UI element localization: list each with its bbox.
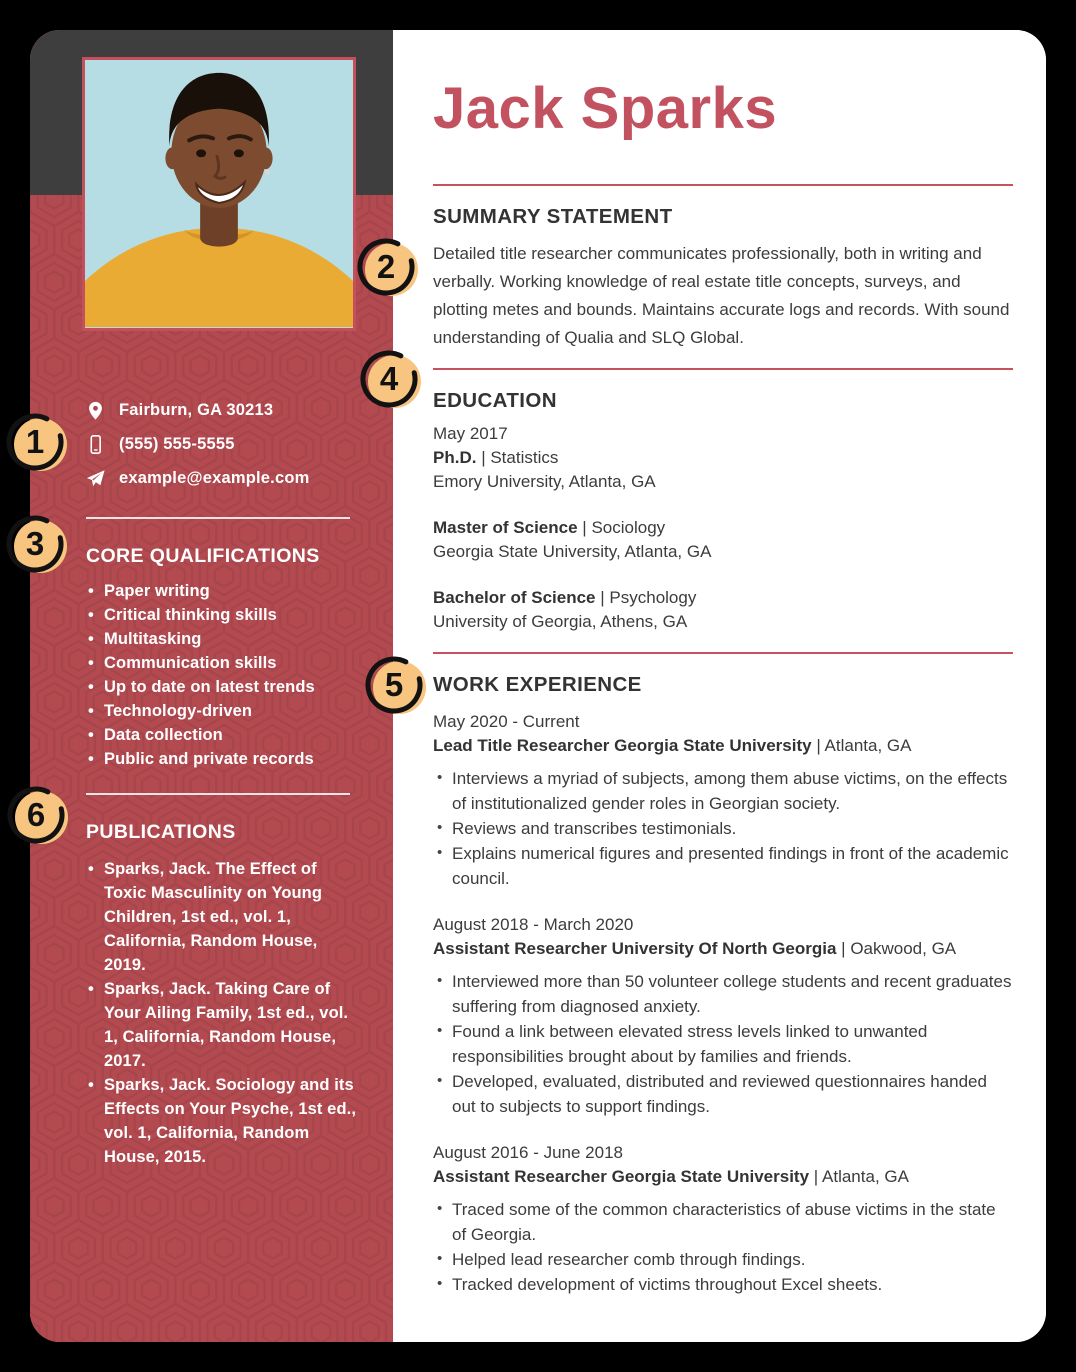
job-role: Lead Title Researcher Georgia State University	[433, 736, 812, 755]
degree: Ph.D.	[433, 448, 477, 467]
separator: |	[582, 518, 587, 537]
callout-marker-2	[356, 236, 420, 300]
education-school: Emory University, Atlanta, GA	[433, 472, 656, 491]
callout-marker-4	[359, 348, 423, 412]
list-item: • Public and private records	[86, 747, 368, 771]
publications-list	[86, 857, 362, 1169]
contact-list	[86, 393, 393, 495]
resume-card	[30, 30, 1046, 1342]
sidebar	[30, 30, 393, 1342]
contact-location-text: Fairburn, GA 30213	[119, 400, 274, 419]
list-item: • Up to date on latest trends	[86, 675, 368, 699]
job-location: Atlanta, GA	[824, 736, 912, 755]
job-bullet: • Helped lead researcher comb through findings.	[433, 1247, 1013, 1272]
location-icon	[86, 401, 105, 420]
degree: Master of Science	[433, 518, 578, 537]
job-location: Oakwood, GA	[850, 939, 957, 958]
phone-icon	[86, 435, 105, 454]
job-bullet: • Explains numerical figures and presented findings in front of the academic council.	[433, 841, 1013, 891]
list-item: • Technology-driven	[86, 699, 368, 723]
job-role-line	[433, 734, 1013, 758]
education-school: Georgia State University, Atlanta, GA	[433, 542, 712, 561]
contact-email	[86, 461, 393, 495]
job-dates: August 2016 - June 2018	[433, 1143, 623, 1162]
profile-photo	[82, 57, 356, 331]
list-item: • Data collection	[86, 723, 368, 747]
callout-number: 2	[376, 248, 396, 285]
callout-number: 4	[379, 360, 399, 397]
job-bullets	[433, 1197, 1013, 1297]
callout-number: 1	[25, 423, 45, 460]
contact-email-text: example@example.com	[119, 468, 310, 487]
job-bullet: • Interviews a myriad of subjects, among them abuse victims, on the effects of institutionalized gender roles in Georgian society.	[433, 766, 1013, 816]
job-bullet: • Reviews and transcribes testimonials.	[433, 816, 1013, 841]
job-entry	[433, 1141, 1013, 1297]
section-divider	[433, 184, 1013, 186]
sidebar-divider	[86, 793, 350, 795]
portrait-illustration	[85, 60, 353, 328]
job-role-line	[433, 937, 1013, 961]
education-degree-line	[433, 516, 1013, 540]
job-location: Atlanta, GA	[822, 1167, 909, 1186]
field: Statistics	[490, 448, 559, 467]
job-role-line	[433, 1165, 1013, 1189]
job-role: Assistant Researcher University Of North Georgia	[433, 939, 837, 958]
education-degree-line	[433, 446, 1013, 470]
list-item: • Communication skills	[86, 651, 368, 675]
callout-number: 6	[26, 796, 46, 833]
job-dates: May 2020 - Current	[433, 712, 580, 731]
list-item: • Paper writing	[86, 579, 368, 603]
callout-marker-5	[364, 654, 428, 718]
list-item: • Critical thinking skills	[86, 603, 368, 627]
education-entry	[433, 516, 1013, 564]
separator: |	[600, 588, 605, 607]
page-title: Jack Sparks	[433, 76, 778, 141]
job-bullets	[433, 766, 1013, 891]
separator: |	[816, 736, 821, 755]
contact-phone	[86, 427, 393, 461]
publication-item: • Sparks, Jack. The Effect of Toxic Masculinity on Young Children, 1st ed., vol. 1, California, Random House, 2019.	[86, 857, 362, 977]
job-bullet: • Tracked development of victims throughout Excel sheets.	[433, 1272, 1013, 1297]
job-bullet: • Found a link between elevated stress levels linked to unwanted responsibilities brought about by families and friends.	[433, 1019, 1013, 1069]
education-school: University of Georgia, Athens, GA	[433, 612, 688, 631]
callout-marker-6	[6, 784, 70, 848]
job-bullet: • Traced some of the common characteristics of abuse victims in the state of Georgia.	[433, 1197, 1013, 1247]
sidebar-divider	[86, 517, 350, 519]
job-bullets	[433, 969, 1013, 1119]
publication-item: • Sparks, Jack. Sociology and its Effects on Your Psyche, 1st ed., vol. 1, California, Random House, 2015.	[86, 1073, 362, 1169]
section-divider	[433, 368, 1013, 370]
job-role: Assistant Researcher Georgia State University	[433, 1167, 810, 1186]
job-bullet: • Interviewed more than 50 volunteer college students and recent graduates suffering from diagnosed anxiety.	[433, 969, 1013, 1019]
callout-marker-3	[5, 513, 69, 577]
field: Psychology	[609, 588, 697, 607]
education-entry	[433, 586, 1013, 634]
separator: |	[841, 939, 846, 958]
work-experience-title: WORK EXPERIENCE	[433, 673, 642, 696]
send-icon	[86, 469, 105, 488]
list-item: • Multitasking	[86, 627, 368, 651]
separator: |	[813, 1167, 819, 1186]
publications-title: PUBLICATIONS	[86, 821, 236, 843]
education-title: EDUCATION	[433, 389, 557, 412]
callout-number: 3	[25, 525, 45, 562]
summary-text: Detailed title researcher communicates professionally, both in writing and verbally. Working knowledge of real estate title concepts, surveys, and plotting metes and bounds. Maintains accurate logs and records. With sound understanding of Qualia and SLQ Global.	[433, 244, 1010, 347]
job-dates: August 2018 - March 2020	[433, 915, 634, 934]
core-qualifications-list	[86, 579, 368, 771]
field: Sociology	[591, 518, 666, 537]
education-entry	[433, 422, 1013, 494]
education-degree-line	[433, 586, 1013, 610]
contact-phone-text: (555) 555-5555	[119, 434, 235, 453]
education-date: May 2017	[433, 424, 508, 443]
main-column	[393, 30, 1046, 1342]
job-entry	[433, 913, 1013, 1119]
contact-location	[86, 393, 393, 427]
callout-number: 5	[384, 666, 404, 703]
publication-item: • Sparks, Jack. Taking Care of Your Ailing Family, 1st ed., vol. 1, California, Random House, 2017.	[86, 977, 362, 1073]
section-divider	[433, 652, 1013, 654]
core-qualifications-title: CORE QUALIFICATIONS	[86, 545, 320, 567]
degree: Bachelor of Science	[433, 588, 596, 607]
job-entry	[433, 710, 1013, 891]
callout-marker-1	[5, 411, 69, 475]
summary-title: SUMMARY STATEMENT	[433, 205, 673, 228]
separator: |	[481, 448, 486, 467]
job-bullet: • Developed, evaluated, distributed and reviewed questionnaires handed out to subjects to support findings.	[433, 1069, 1013, 1119]
